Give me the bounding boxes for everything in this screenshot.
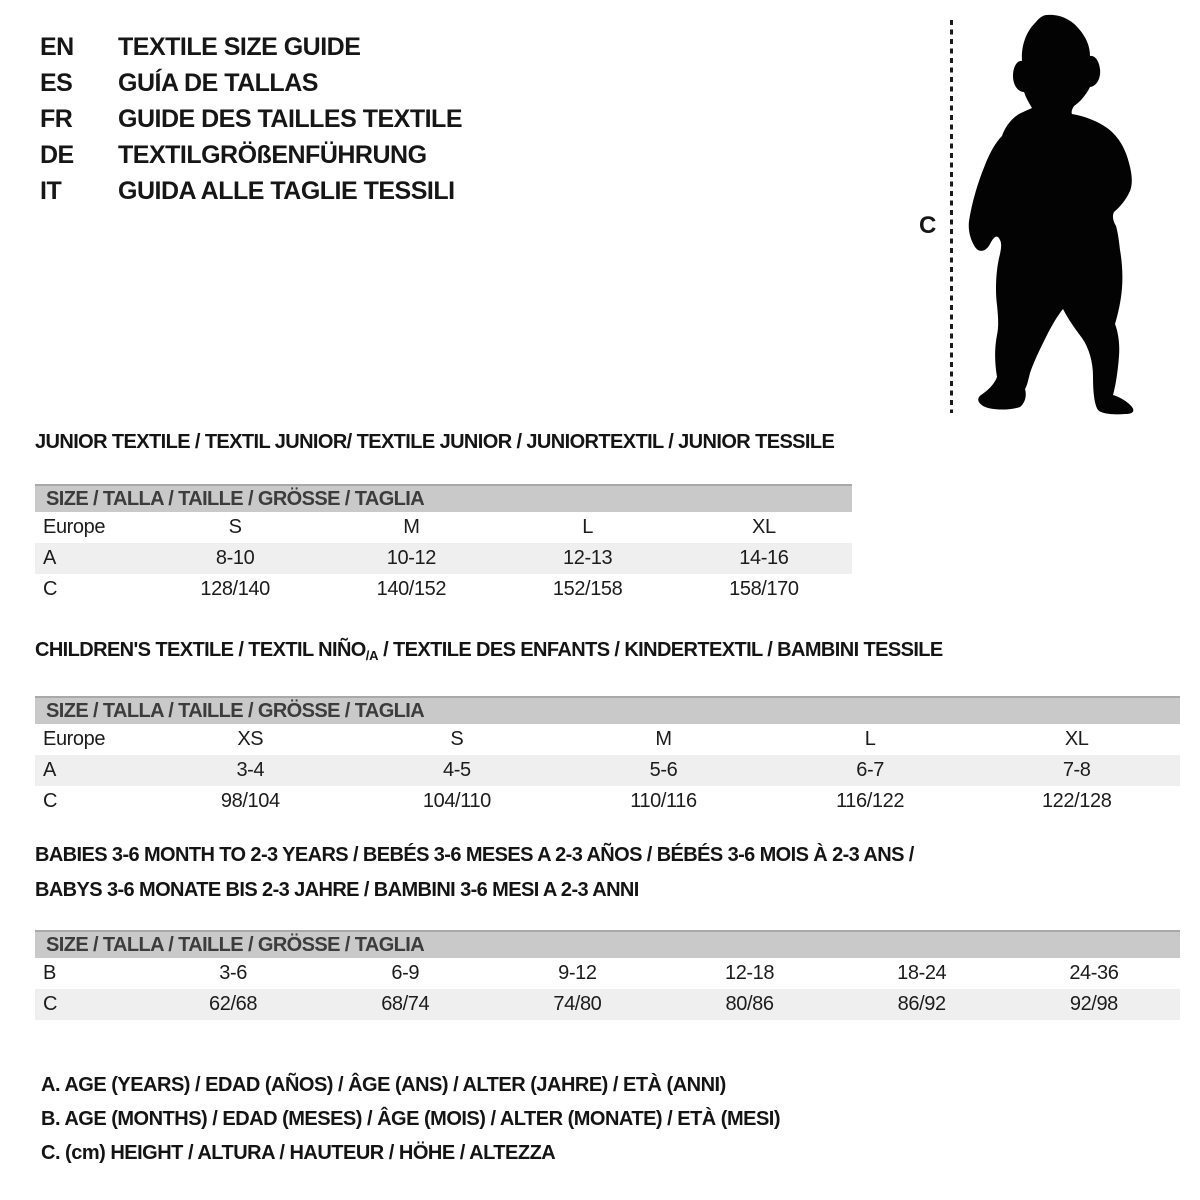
- legend-line: C. (cm) HEIGHT / ALTURA / HAUTEUR / HÖHE / ALTEZZA: [41, 1142, 556, 1164]
- value-cell: 6-7: [856, 759, 884, 781]
- section-title-part: /A: [365, 648, 379, 663]
- table-row: [35, 989, 1180, 1020]
- legend: [41, 1068, 780, 1170]
- language-title: GUIDA ALLE TAGLIE TESSILI: [118, 177, 455, 205]
- size-table: [35, 958, 1180, 1020]
- row-label: C: [43, 993, 58, 1015]
- value-cell: 12-18: [724, 962, 775, 984]
- value-cell: L: [582, 516, 593, 538]
- language-code: IT: [40, 177, 62, 205]
- size-table: [35, 724, 1180, 817]
- value-cell: 86/92: [897, 993, 946, 1015]
- row-label: Europe: [43, 516, 106, 538]
- table-row: [35, 724, 1180, 755]
- value-cell: 9-12: [558, 962, 597, 984]
- table-row: [35, 574, 852, 605]
- value-cell: 3-4: [236, 759, 265, 781]
- value-cell: 6-9: [391, 962, 420, 984]
- value-cell: XL: [1064, 728, 1089, 750]
- size-header-bar: [35, 696, 1180, 724]
- row-label: B: [43, 962, 56, 984]
- language-row: [40, 173, 462, 209]
- value-cell: 7-8: [1062, 759, 1091, 781]
- table-row: [35, 958, 1180, 989]
- language-code: EN: [40, 33, 74, 61]
- value-cell: 12-13: [563, 547, 613, 569]
- size-table: [35, 512, 852, 605]
- section-title: [35, 430, 852, 454]
- language-row: [40, 29, 462, 65]
- value-cell: XL: [752, 516, 776, 538]
- legend-line: A. AGE (YEARS) / EDAD (AÑOS) / ÂGE (ANS) / ALTER (JAHRE) / ETÀ (ANNI): [41, 1074, 726, 1096]
- value-cell: S: [228, 516, 242, 538]
- section-title-part: JUNIOR TEXTILE / TEXTIL JUNIOR/ TEXTILE JUNIOR / JUNIORTEXTIL / JUNIOR TESSILE: [35, 431, 835, 453]
- row-label: Europe: [43, 728, 106, 750]
- value-cell: 68/74: [381, 993, 430, 1015]
- section-title: [35, 873, 1180, 908]
- value-cell: 110/116: [630, 790, 697, 812]
- row-label: C: [43, 578, 58, 600]
- figure-measure-label: C: [919, 212, 937, 239]
- value-cell: 3-6: [219, 962, 247, 984]
- language-row: [40, 137, 462, 173]
- toddler-silhouette: [969, 15, 1134, 414]
- value-cell: M: [403, 516, 420, 538]
- value-cell: 62/68: [209, 993, 258, 1015]
- value-cell: 8-10: [215, 547, 255, 569]
- language-title: GUÍA DE TALLAS: [118, 69, 318, 97]
- section-title-part: / TEXTILE DES ENFANTS / KINDERTEXTIL / BAMBINI TESSILE: [378, 639, 943, 661]
- value-cell: 122/128: [1041, 790, 1112, 812]
- value-cell: 80/86: [725, 993, 774, 1015]
- value-cell: S: [450, 728, 464, 750]
- legend-line: B. AGE (MONTHS) / EDAD (MESES) / ÂGE (MOIS) / ALTER (MONATE) / ETÀ (MESI): [41, 1108, 781, 1130]
- section-babies: [35, 838, 1180, 1020]
- size-header-label: SIZE / TALLA / TAILLE / GRÖSSE / TAGLIA: [46, 934, 425, 956]
- value-cell: 140/152: [376, 578, 447, 600]
- size-header-bar: [35, 484, 852, 512]
- value-cell: 5-6: [649, 759, 678, 781]
- value-cell: 24-36: [1069, 962, 1119, 984]
- value-cell: 92/98: [1069, 993, 1118, 1015]
- language-title: TEXTILE SIZE GUIDE: [118, 33, 361, 61]
- value-cell: 98/104: [220, 790, 280, 812]
- language-row: [40, 65, 462, 101]
- row-label: A: [43, 547, 56, 569]
- value-cell: 74/80: [553, 993, 602, 1015]
- row-label: C: [43, 790, 58, 812]
- table-row: [35, 543, 852, 574]
- toddler-silhouette-figure: [900, 0, 1150, 430]
- size-header-label: SIZE / TALLA / TAILLE / GRÖSSE / TAGLIA: [46, 488, 425, 510]
- table-row: [35, 512, 852, 543]
- section-children: [35, 638, 1180, 817]
- section-title-part: BABYS 3-6 MONATE BIS 2-3 JAHRE / BAMBINI 3-6 MESI A 2-3 ANNI: [35, 879, 639, 901]
- language-title: TEXTILGRÖßENFÜHRUNG: [118, 141, 427, 169]
- value-cell: 128/140: [200, 578, 270, 600]
- size-header-label: SIZE / TALLA / TAILLE / GRÖSSE / TAGLIA: [46, 700, 425, 722]
- table-row: [35, 786, 1180, 817]
- language-title: GUIDE DES TAILLES TEXTILE: [118, 105, 463, 133]
- section-junior: [35, 430, 852, 605]
- value-cell: 4-5: [443, 759, 471, 781]
- value-cell: 14-16: [739, 547, 789, 569]
- value-cell: 158/170: [729, 578, 799, 600]
- language-code: FR: [40, 105, 73, 133]
- value-cell: 116/122: [836, 790, 905, 812]
- size-header-bar: [35, 930, 1180, 958]
- language-code: ES: [40, 69, 73, 97]
- language-row: [40, 101, 462, 137]
- section-title-part: BABIES 3-6 MONTH TO 2-3 YEARS / BEBÉS 3-6 MESES A 2-3 AÑOS / BÉBÉS 3-6 MOIS À 2-3 ANS /: [35, 844, 914, 866]
- section-title: [35, 838, 1180, 873]
- table-row: [35, 755, 1180, 786]
- value-cell: L: [864, 728, 876, 750]
- value-cell: 152/158: [552, 578, 623, 600]
- value-cell: XS: [237, 728, 264, 750]
- value-cell: M: [655, 728, 672, 750]
- value-cell: 18-24: [897, 962, 947, 984]
- language-title-block: [40, 29, 462, 209]
- section-title: [35, 638, 1180, 668]
- language-code: DE: [40, 141, 74, 169]
- section-title-part: CHILDREN'S TEXTILE / TEXTIL NIÑO: [35, 639, 366, 661]
- row-label: A: [43, 759, 56, 781]
- value-cell: 10-12: [386, 547, 436, 569]
- value-cell: 104/110: [422, 790, 491, 812]
